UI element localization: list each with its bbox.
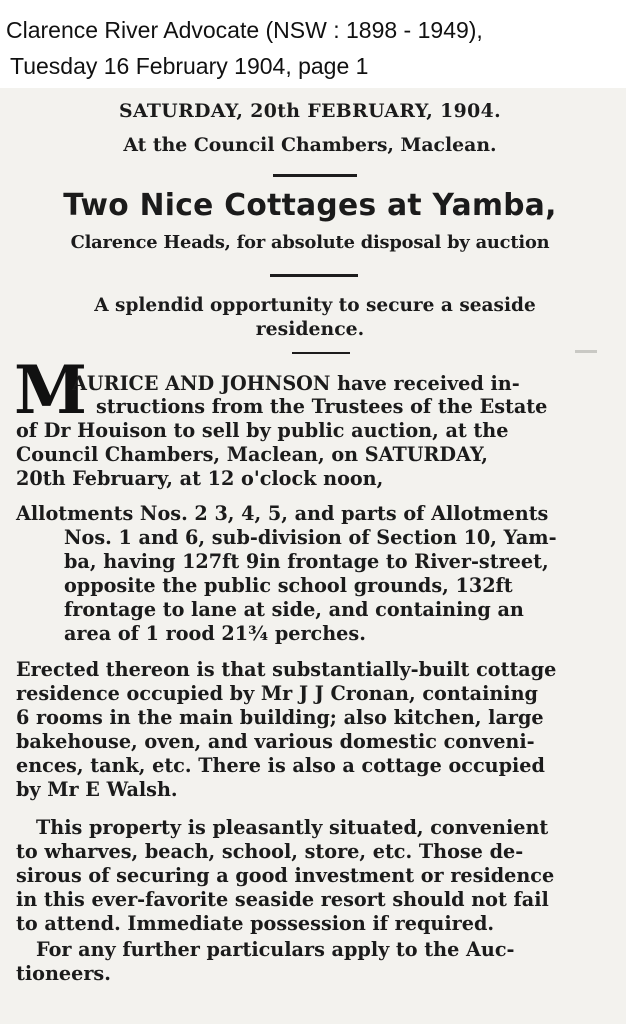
paragraph-line: sirous of securing a good investment or residence bbox=[16, 864, 555, 887]
paragraph-line: 20th February, at 12 o'clock noon, bbox=[16, 467, 384, 490]
paragraph-line: Council Chambers, Maclean, on SATURDAY, bbox=[16, 443, 488, 466]
paragraph-line: 6 rooms in the main building; also kitchen, large bbox=[16, 706, 544, 729]
divider-rule bbox=[273, 174, 357, 177]
citation-caption bbox=[0, 0, 626, 88]
paragraph-line: in this ever-favorite seaside resort should not fail bbox=[16, 888, 549, 911]
paragraph-line: Erected thereon is that substantially-built cottage bbox=[16, 658, 557, 681]
headline: Two Nice Cottages at Yamba, bbox=[63, 188, 557, 223]
citation-line-2: Tuesday 16 February 1904, page 1 bbox=[10, 53, 369, 79]
paragraph-line: frontage to lane at side, and containing an bbox=[64, 598, 524, 621]
paragraph-line: structions from the Trustees of the Estate bbox=[96, 395, 548, 418]
paragraph-line: residence occupied by Mr J J Cronan, containing bbox=[16, 682, 538, 705]
paragraph-line: ences, tank, etc. There is also a cottage occupied bbox=[16, 754, 545, 777]
paragraph-line: AURICE AND JOHNSON have received in- bbox=[72, 372, 520, 395]
paragraph-line: ba, having 127ft 9in frontage to River-street, bbox=[64, 550, 549, 573]
paragraph-line: to wharves, beach, school, store, etc. Those de- bbox=[16, 840, 524, 863]
paragraph-line: This property is pleasantly situated, convenient bbox=[36, 816, 549, 839]
divider-rule bbox=[292, 352, 350, 354]
paragraph-line: area of 1 rood 21¾ perches. bbox=[64, 622, 366, 645]
sale-date: SATURDAY, 20th FEBRUARY, 1904. bbox=[118, 100, 502, 122]
drop-cap: M bbox=[14, 351, 88, 429]
paragraph-line: opposite the public school grounds, 132ft bbox=[64, 574, 513, 597]
opportunity-line: A splendid opportunity to secure a seaside bbox=[94, 294, 536, 316]
paragraph-line: by Mr E Walsh. bbox=[16, 778, 178, 801]
divider-rule bbox=[270, 274, 358, 277]
paragraph-line: bakehouse, oven, and various domestic conveni- bbox=[16, 730, 535, 753]
newspaper-clipping bbox=[0, 88, 626, 1024]
sale-location: At the Council Chambers, Maclean. bbox=[123, 134, 497, 156]
paragraph-line: tioneers. bbox=[16, 962, 111, 985]
opportunity-line: residence. bbox=[255, 318, 365, 340]
subheadline: Clarence Heads, for absolute disposal by auction bbox=[70, 232, 550, 253]
paragraph-line: Nos. 1 and 6, sub-division of Section 10, Yam- bbox=[64, 526, 557, 549]
paragraph-line: to attend. Immediate possession if required. bbox=[16, 912, 495, 935]
paragraph-line: of Dr Houison to sell by public auction, at the bbox=[16, 419, 509, 442]
citation-line-1: Clarence River Advocate (NSW : 1898 - 1949), bbox=[6, 17, 483, 43]
paragraph-line: Allotments Nos. 2 3, 4, 5, and parts of Allotments bbox=[16, 502, 549, 525]
paragraph-line: For any further particulars apply to the Auc- bbox=[36, 938, 515, 961]
print-speck bbox=[575, 350, 597, 353]
